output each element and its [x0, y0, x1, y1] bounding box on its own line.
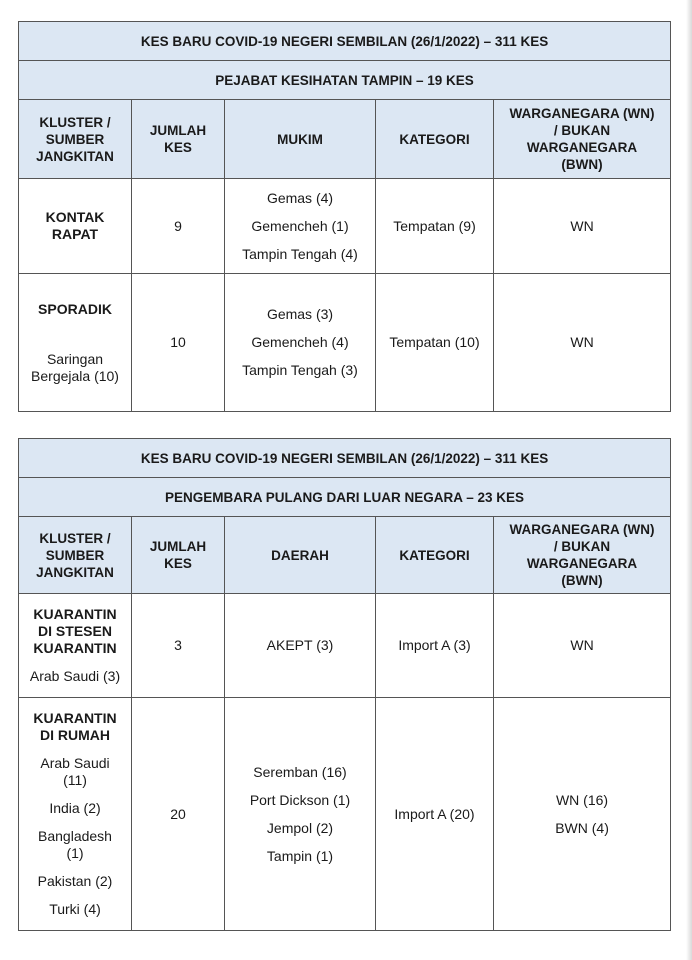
- cell-kategori: Import A (3): [376, 594, 494, 698]
- cell-kluster: KUARANTIN DI STESEN KUARANTIN Arab Saudi (3): [19, 594, 132, 698]
- cell-jumlah: 9: [132, 179, 225, 274]
- header-row: [19, 517, 671, 594]
- cell-kluster: SPORADIK Saringan Bergejala (10): [19, 274, 132, 412]
- table-row: [19, 594, 671, 698]
- header-jumlah: JUMLAH KES: [132, 100, 225, 179]
- table-row: [19, 179, 671, 274]
- cell-kategori: Import A (20): [376, 698, 494, 931]
- table-subtitle: PENGEMBARA PULANG DARI LUAR NEGARA – 23 KES: [19, 478, 671, 517]
- page-edge-shadow: [686, 0, 692, 960]
- cell-mukim: Gemas (4) Gemencheh (1) Tampin Tengah (4): [225, 179, 376, 274]
- table-title: KES BARU COVID-19 NEGERI SEMBILAN (26/1/2022) – 311 KES: [19, 439, 671, 478]
- cell-jumlah: 10: [132, 274, 225, 412]
- cell-warganegara: WN (16) BWN (4): [494, 698, 671, 931]
- cell-jumlah: 3: [132, 594, 225, 698]
- cell-kluster: KUARANTIN DI RUMAH Arab Saudi (11) India (2) Bangladesh (1) Pakistan (2) Turki (4): [19, 698, 132, 931]
- cell-kluster: KONTAK RAPAT: [19, 179, 132, 274]
- header-row: [19, 100, 671, 179]
- cell-kategori: Tempatan (9): [376, 179, 494, 274]
- cell-mukim: Gemas (3) Gemencheh (4) Tampin Tengah (3): [225, 274, 376, 412]
- header-kluster: KLUSTER / SUMBER JANGKITAN: [19, 517, 132, 594]
- table-tampin: [18, 21, 671, 412]
- table-row: [19, 698, 671, 931]
- header-kategori: KATEGORI: [376, 517, 494, 594]
- header-daerah: DAERAH: [225, 517, 376, 594]
- table-pengembara: [18, 438, 671, 931]
- header-kluster: KLUSTER / SUMBER JANGKITAN: [19, 100, 132, 179]
- header-warganegara: WARGANEGARA (WN) / BUKAN WARGANEGARA (BWN): [494, 100, 671, 179]
- header-mukim: MUKIM: [225, 100, 376, 179]
- cell-daerah: AKEPT (3): [225, 594, 376, 698]
- cell-warganegara: WN: [494, 179, 671, 274]
- table-row: [19, 274, 671, 412]
- header-kategori: KATEGORI: [376, 100, 494, 179]
- table-subtitle: PEJABAT KESIHATAN TAMPIN – 19 KES: [19, 61, 671, 100]
- table-title: KES BARU COVID-19 NEGERI SEMBILAN (26/1/2022) – 311 KES: [19, 22, 671, 61]
- header-warganegara: WARGANEGARA (WN) / BUKAN WARGANEGARA (BWN): [494, 517, 671, 594]
- cell-jumlah: 20: [132, 698, 225, 931]
- cell-daerah: Seremban (16) Port Dickson (1) Jempol (2) Tampin (1): [225, 698, 376, 931]
- cell-warganegara: WN: [494, 274, 671, 412]
- header-jumlah: JUMLAH KES: [132, 517, 225, 594]
- cell-kategori: Tempatan (10): [376, 274, 494, 412]
- cell-warganegara: WN: [494, 594, 671, 698]
